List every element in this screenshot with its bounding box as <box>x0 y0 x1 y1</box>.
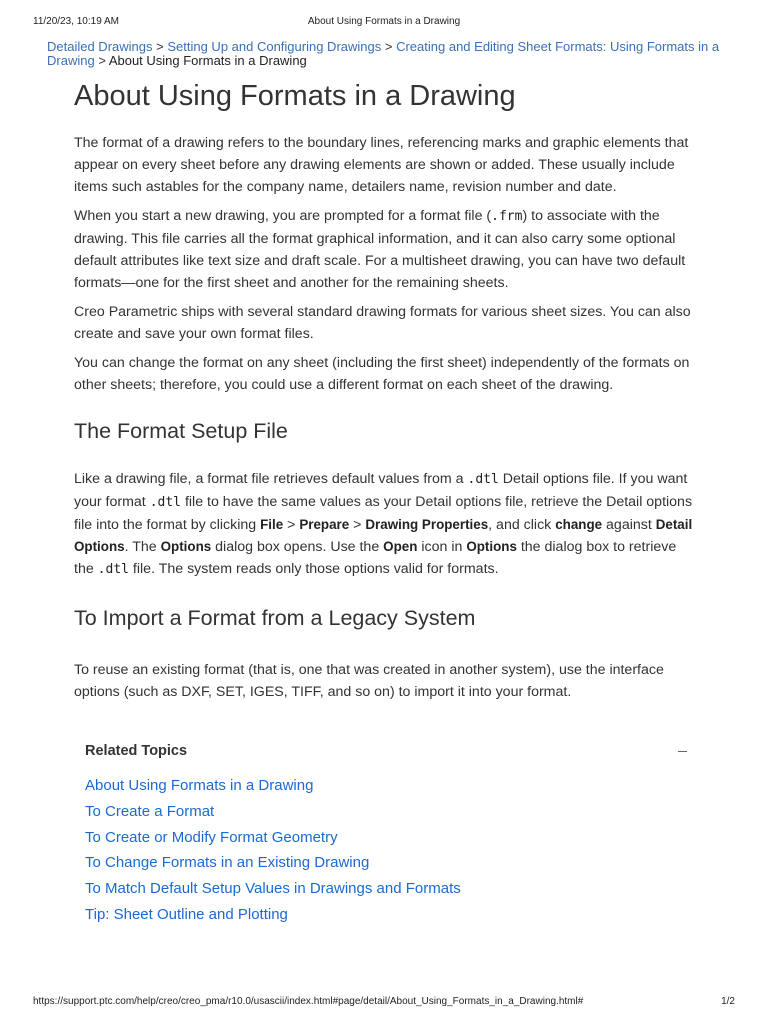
intro-paragraph-2 <box>74 205 694 294</box>
format-setup-paragraph <box>74 468 694 581</box>
breadcrumb-item-setting-up[interactable]: Setting Up and Configuring Drawings <box>167 39 382 54</box>
list-item <box>85 775 694 801</box>
frm-code: .frm <box>491 209 523 224</box>
ui-file: File <box>260 517 284 532</box>
breadcrumb-item-detailed-drawings[interactable]: Detailed Drawings <box>47 39 153 54</box>
related-link-change-formats[interactable]: To Change Formats in an Existing Drawing <box>85 854 370 872</box>
dtl-code: .dtl <box>149 495 182 510</box>
collapse-icon[interactable] <box>678 746 688 756</box>
breadcrumb <box>47 40 737 68</box>
text: against <box>602 517 656 533</box>
list-item <box>85 827 694 853</box>
text: icon in <box>417 539 467 555</box>
text: Like a drawing file, a format file retrieves default values from a <box>74 471 468 487</box>
related-topics <box>74 741 694 930</box>
related-link-create-format[interactable]: To Create a Format <box>85 802 215 820</box>
print-title: About Using Formats in a Drawing <box>307 16 461 27</box>
text: > <box>349 517 366 533</box>
intro-paragraph-4: You can change the format on any sheet (including the first sheet) independently of the formats on other sheets; therefore, you could use a different format on each sheet of the drawing. <box>74 355 690 393</box>
ui-options: Options <box>160 539 212 554</box>
print-url: https://support.ptc.com/help/creo/creo_pma/r10.0/usascii/index.html#page/detail/About_Using_Formats_in_a_Drawing.html# <box>33 996 584 1007</box>
breadcrumb-separator: > <box>384 39 397 54</box>
section-heading-import-legacy: To Import a Format from a Legacy System <box>74 606 476 630</box>
list-item <box>85 801 694 827</box>
dtl-code: .dtl <box>97 562 129 577</box>
breadcrumb-item-sheet-formats[interactable]: Creating and Editing Sheet Formats: Using Formats in a Drawing <box>47 39 720 68</box>
breadcrumb-separator: > <box>156 39 168 54</box>
text: the dialog box to retrieve the <box>74 539 677 577</box>
list-item <box>85 878 694 904</box>
ui-change: change <box>555 517 603 532</box>
ui-drawing-properties: Drawing Properties <box>365 517 489 532</box>
intro-paragraph-1: The format of a drawing refers to the boundary lines, referencing marks and graphic elements that appear on every sheet before any drawing elements are shown or added. These usually include items such astables for the company name, detailers name, revision number and date. <box>74 135 689 195</box>
ui-open: Open <box>383 539 418 554</box>
related-topics-list <box>85 775 694 930</box>
ui-detail-options: Detail Options <box>74 517 693 554</box>
section-heading-format-setup: The Format Setup File <box>74 419 288 443</box>
breadcrumb-current: About Using Formats in a Drawing <box>108 53 307 68</box>
text: , and click <box>488 517 556 533</box>
text: When you start a new drawing, you are prompted for a format file ( <box>74 208 492 224</box>
list-item <box>85 852 694 878</box>
text: file. The system reads only those options valid for formats. <box>128 561 499 577</box>
related-topics-header[interactable] <box>85 741 694 761</box>
related-topics-heading: Related Topics <box>85 743 188 759</box>
print-date: 11/20/23, 10:19 AM <box>33 16 119 27</box>
related-link-about-using-formats[interactable]: About Using Formats in a Drawing <box>85 777 314 794</box>
related-link-match-default-setup[interactable]: To Match Default Setup Values in Drawings and Formats <box>85 880 461 898</box>
text: Detail options file. If you want your format <box>74 471 688 510</box>
text: > <box>283 517 300 533</box>
dtl-code: .dtl <box>467 472 499 487</box>
text: ) to associate with the drawing. This file carries all the format graphical information, and it can also carry some optional default attributes like text size and draft scale. For a multisheet drawing, you can have two default formats—one for the first sheet and another for the remaining sheets. <box>74 208 686 291</box>
text: dialog box opens. Use the <box>211 539 384 555</box>
page-title: About Using Formats in a Drawing <box>74 80 516 112</box>
related-link-modify-format-geometry[interactable]: To Create or Modify Format Geometry <box>85 828 338 846</box>
intro-paragraph-3: Creo Parametric ships with several standard drawing formats for various sheet sizes. You can also create and save your own format files. <box>74 304 691 342</box>
text: . The <box>124 539 161 555</box>
related-link-sheet-outline[interactable]: Tip: Sheet Outline and Plotting <box>85 905 288 923</box>
import-legacy-paragraph: To reuse an existing format (that is, one that was created in another system), use the interface options (such as DXF, SET, IGES, TIFF, and so on) to import it into your format. <box>74 662 664 700</box>
ui-options: Options <box>466 539 517 554</box>
text: file to have the same values as your Detail options file, retrieve the Detail options file into the format by clicking <box>74 494 693 533</box>
main-content <box>74 76 694 930</box>
ui-prepare: Prepare <box>299 517 350 532</box>
page-number: 1/2 <box>721 996 735 1007</box>
list-item <box>85 904 694 930</box>
breadcrumb-separator: > <box>98 53 109 68</box>
